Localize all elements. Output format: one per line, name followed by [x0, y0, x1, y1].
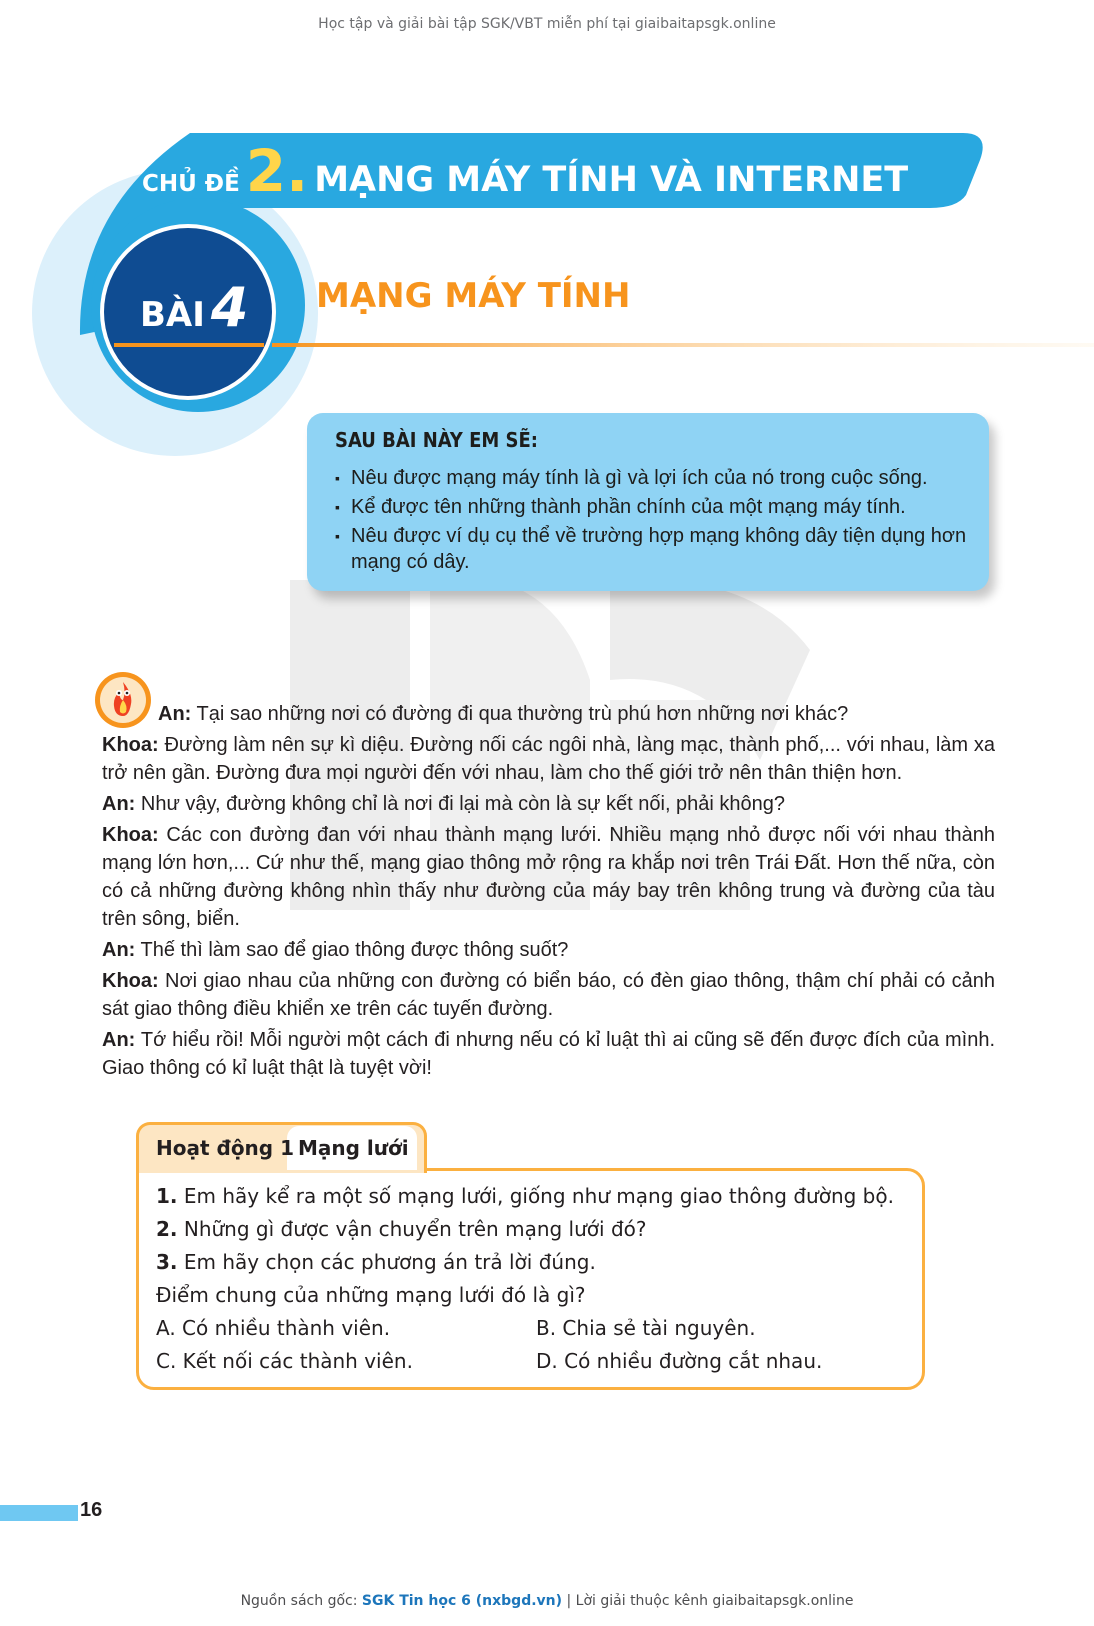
activity-question: 2. Những gì được vận chuyển trên mạng lưới đó?: [156, 1217, 647, 1241]
footer: Nguồn sách gốc: SGK Tin học 6 (nxbgd.vn) | Lời giải thuộc kênh giaibaitapsgk.online: [240, 1593, 854, 1609]
activity-name: Mạng lưới: [298, 1136, 409, 1160]
dialogue: [102, 700, 995, 1085]
option-b: B. Chia sẻ tài nguyên.: [536, 1316, 756, 1340]
activity-label: Hoạt động 1: [156, 1136, 294, 1160]
chapter-header-graphic: [0, 0, 1094, 470]
options-row: [156, 1345, 916, 1378]
lesson-badge: [140, 276, 248, 339]
options-row: [156, 1312, 916, 1345]
chapter-number: 2.: [245, 137, 309, 205]
page-number: 16: [80, 1499, 103, 1521]
goals-title: SAU BÀI NÀY EM SẼ:: [335, 428, 538, 452]
page-number-bar: [0, 1505, 78, 1521]
dialogue-line: Khoa: Đường làm nên sự kì diệu. Đường nối các ngôi nhà, làng mạc, thành phố,... với nhau, làm xa trở nên gần. Đường đưa mọi người đến với nhau, làm cho thế giới trở nên thân thiện hơn.: [102, 734, 995, 784]
dialogue-line: An: Như vậy, đường không chỉ là nơi đi lại mà còn là sự kết nối, phải không?: [102, 793, 786, 815]
header-note: Học tập và giải bài tập SGK/VBT miễn phí tại giaibaitapsgk.online: [318, 16, 776, 32]
chapter-title: [142, 137, 909, 209]
dialogue-line: An: Tại sao những nơi có đường đi qua thường trù phú hơn những nơi khác?: [158, 703, 849, 725]
dialogue-line: An: Thế thì làm sao để giao thông được thông suốt?: [102, 939, 569, 961]
footer-source-link[interactable]: SGK Tin học 6 (nxbgd.vn): [361, 1593, 563, 1609]
lesson-word: BÀI: [140, 295, 205, 335]
dialogue-line: Khoa: Các con đường đan với nhau thành mạng lưới. Nhiều mạng nhỏ được nối với nhau thành mạng lớn hơn,... Cứ như thế, mạng giao thông mở rộng ra khắp nơi trên Trái Đất. Hơn thế nữa, còn có cả những đường không nhìn thấy như đường của máy bay trên không trung và đường của tàu trên sông, biển.: [102, 824, 995, 930]
option-c: C. Kết nối các thành viên.: [156, 1349, 413, 1373]
activity-question: 1. Em hãy kể ra một số mạng lưới, giống như mạng giao thông đường bộ.: [156, 1184, 894, 1208]
activity-prompt: Điểm chung của những mạng lưới đó là gì?: [156, 1283, 586, 1307]
activity-question: 3. Em hãy chọn các phương án trả lời đúng.: [156, 1250, 596, 1274]
dialogue-line: An: Tớ hiểu rồi! Mỗi người một cách đi nhưng nếu có kỉ luật thì ai cũng sẽ đến được đích của mình. Giao thông có kỉ luật thật là tuyệt vời!: [102, 1029, 995, 1079]
goals-list: [335, 465, 975, 578]
lesson-title: MẠNG MÁY TÍNH: [316, 276, 631, 316]
lesson-number: 4: [210, 276, 249, 339]
activity-body: [156, 1180, 916, 1378]
goal-item: ▪ Kể được tên những thành phần chính của một mạng máy tính.: [335, 494, 975, 520]
chapter-name: MẠNG MÁY TÍNH VÀ INTERNET: [314, 160, 909, 200]
dialogue-line: Khoa: Nơi giao nhau của những con đường có biển báo, có đèn giao thông, thậm chí phải có cảnh sát giao thông điều khiển xe trên các tuyến đường.: [102, 970, 995, 1020]
chapter-prefix: CHỦ ĐỀ: [142, 171, 240, 197]
option-a: A. Có nhiều thành viên.: [156, 1316, 391, 1340]
goal-item: ▪ Nêu được ví dụ cụ thể về trường hợp mạng không dây tiện dụng hơn mạng có dây.: [335, 523, 975, 575]
option-d: D. Có nhiều đường cắt nhau.: [536, 1349, 823, 1373]
goal-item: ▪ Nêu được mạng máy tính là gì và lợi ích của nó trong cuộc sống.: [335, 465, 975, 491]
